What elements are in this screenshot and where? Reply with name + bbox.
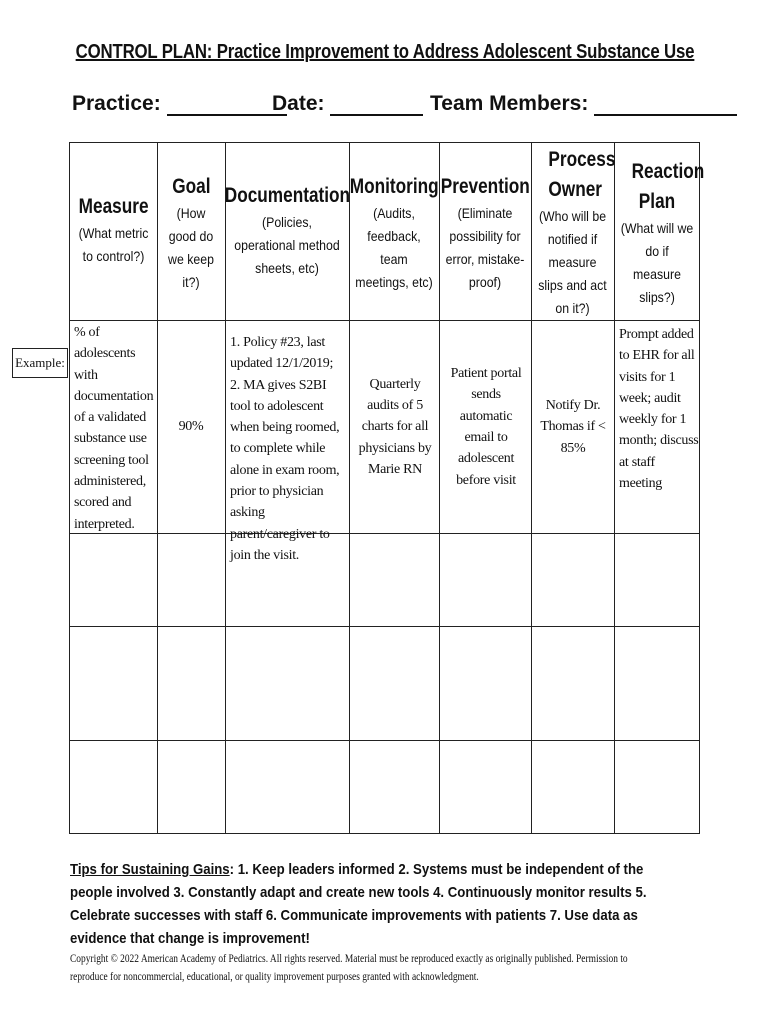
- example-documentation-cell: 1. Policy #23, last updated 12/1/2019; 2. MA gives S2BI tool to adolescent when being roomed, to complete while alone in exam room, prior to physician asking parent/caregiver to join the visit.: [230, 335, 340, 563]
- column-subheading: (Audits, feedback, team meetings, etc): [355, 204, 433, 290]
- column-header-reaction-plan: [615, 160, 705, 305]
- team-members-field[interactable]: [430, 92, 737, 116]
- date-label: Date:: [272, 92, 325, 115]
- column-heading: Prevention: [440, 174, 530, 198]
- practice-label: Practice:: [72, 92, 161, 115]
- entry-row-2[interactable]: [70, 627, 700, 740]
- column-header-measure: [70, 190, 157, 270]
- column-heading: Measure: [78, 195, 149, 218]
- document-title: CONTROL PLAN: Practice Improvement to Address Adolescent Substance Use: [75, 41, 695, 63]
- practice-field[interactable]: [72, 92, 287, 116]
- example-reaction-plan-cell: Prompt added to EHR for all visits for 1 week; audit weekly for 1 month; discuss at staff meeting: [619, 327, 699, 492]
- column-subheading: (Eliminate possibility for error, mistake-proof): [445, 204, 525, 290]
- column-header-goal: [158, 174, 224, 290]
- column-subheading: (Policies, operational method sheets, etc): [234, 213, 340, 276]
- column-header-process-owner: [532, 145, 613, 320]
- entry-row-3[interactable]: [70, 741, 700, 833]
- example-measure-cell: % of adolescents with documentation of a validated substance use screening tool administered, scored and interpreted.: [74, 325, 154, 532]
- entry-row-1[interactable]: [70, 534, 700, 626]
- team-members-blank[interactable]: [594, 92, 737, 116]
- copyright-notice: Copyright © 2022 American Academy of Pediatrics. All rights reserved. Material must be reproduced exactly as originally published. Permission to reproduce for noncommercial, educational, or quality improvement purposes granted with acknowledgment.: [70, 953, 628, 983]
- tips-paragraph: [70, 858, 686, 950]
- column-heading: Goal: [171, 174, 211, 198]
- column-subheading: (What metric to control?): [78, 225, 149, 264]
- header-fields: [72, 92, 712, 122]
- example-label: Example:: [12, 348, 68, 378]
- example-monitoring-cell: Quarterly audits of 5 charts for all physicians by Marie RN: [358, 376, 432, 477]
- table-row-divider: [69, 320, 700, 321]
- column-heading: Monitoring: [349, 174, 439, 198]
- column-subheading: (How good do we keep it?): [168, 204, 214, 290]
- table-border-top: [69, 142, 700, 143]
- table-border-bottom: [69, 833, 700, 834]
- date-blank[interactable]: [330, 92, 423, 116]
- example-prevention-cell: Patient portal sends automatic email to adolescent before visit: [450, 366, 522, 488]
- team-members-label: Team Members:: [430, 92, 589, 115]
- example-goal-cell: 90%: [178, 419, 204, 435]
- tips-body: : 1. Keep leaders informed 2. Systems must be independent of the people involved 3. Constantly adapt and create new tools 4. Continuously monitor results 5. Celebrate successes with staff 6. Communicate improvements with patients 7. Use data as evidence that change is improvement!: [70, 861, 647, 947]
- column-subheading: (Who will be notified if measure slips and act on it?): [538, 208, 607, 316]
- tips-heading: Tips for Sustaining Gains: [70, 861, 230, 878]
- date-field[interactable]: [272, 92, 423, 116]
- practice-blank[interactable]: [167, 92, 287, 116]
- column-subheading: (What will we do if measure slips?): [620, 220, 694, 305]
- column-heading: Process Owner: [547, 148, 615, 201]
- example-process-owner-cell: Notify Dr. Thomas if < 85%: [540, 398, 606, 456]
- column-header-documentation: [224, 183, 350, 276]
- column-header-monitoring: [349, 174, 439, 290]
- column-heading: Documentation: [224, 183, 350, 207]
- column-heading: Reaction Plan: [631, 160, 705, 213]
- column-header-prevention: [440, 170, 530, 295]
